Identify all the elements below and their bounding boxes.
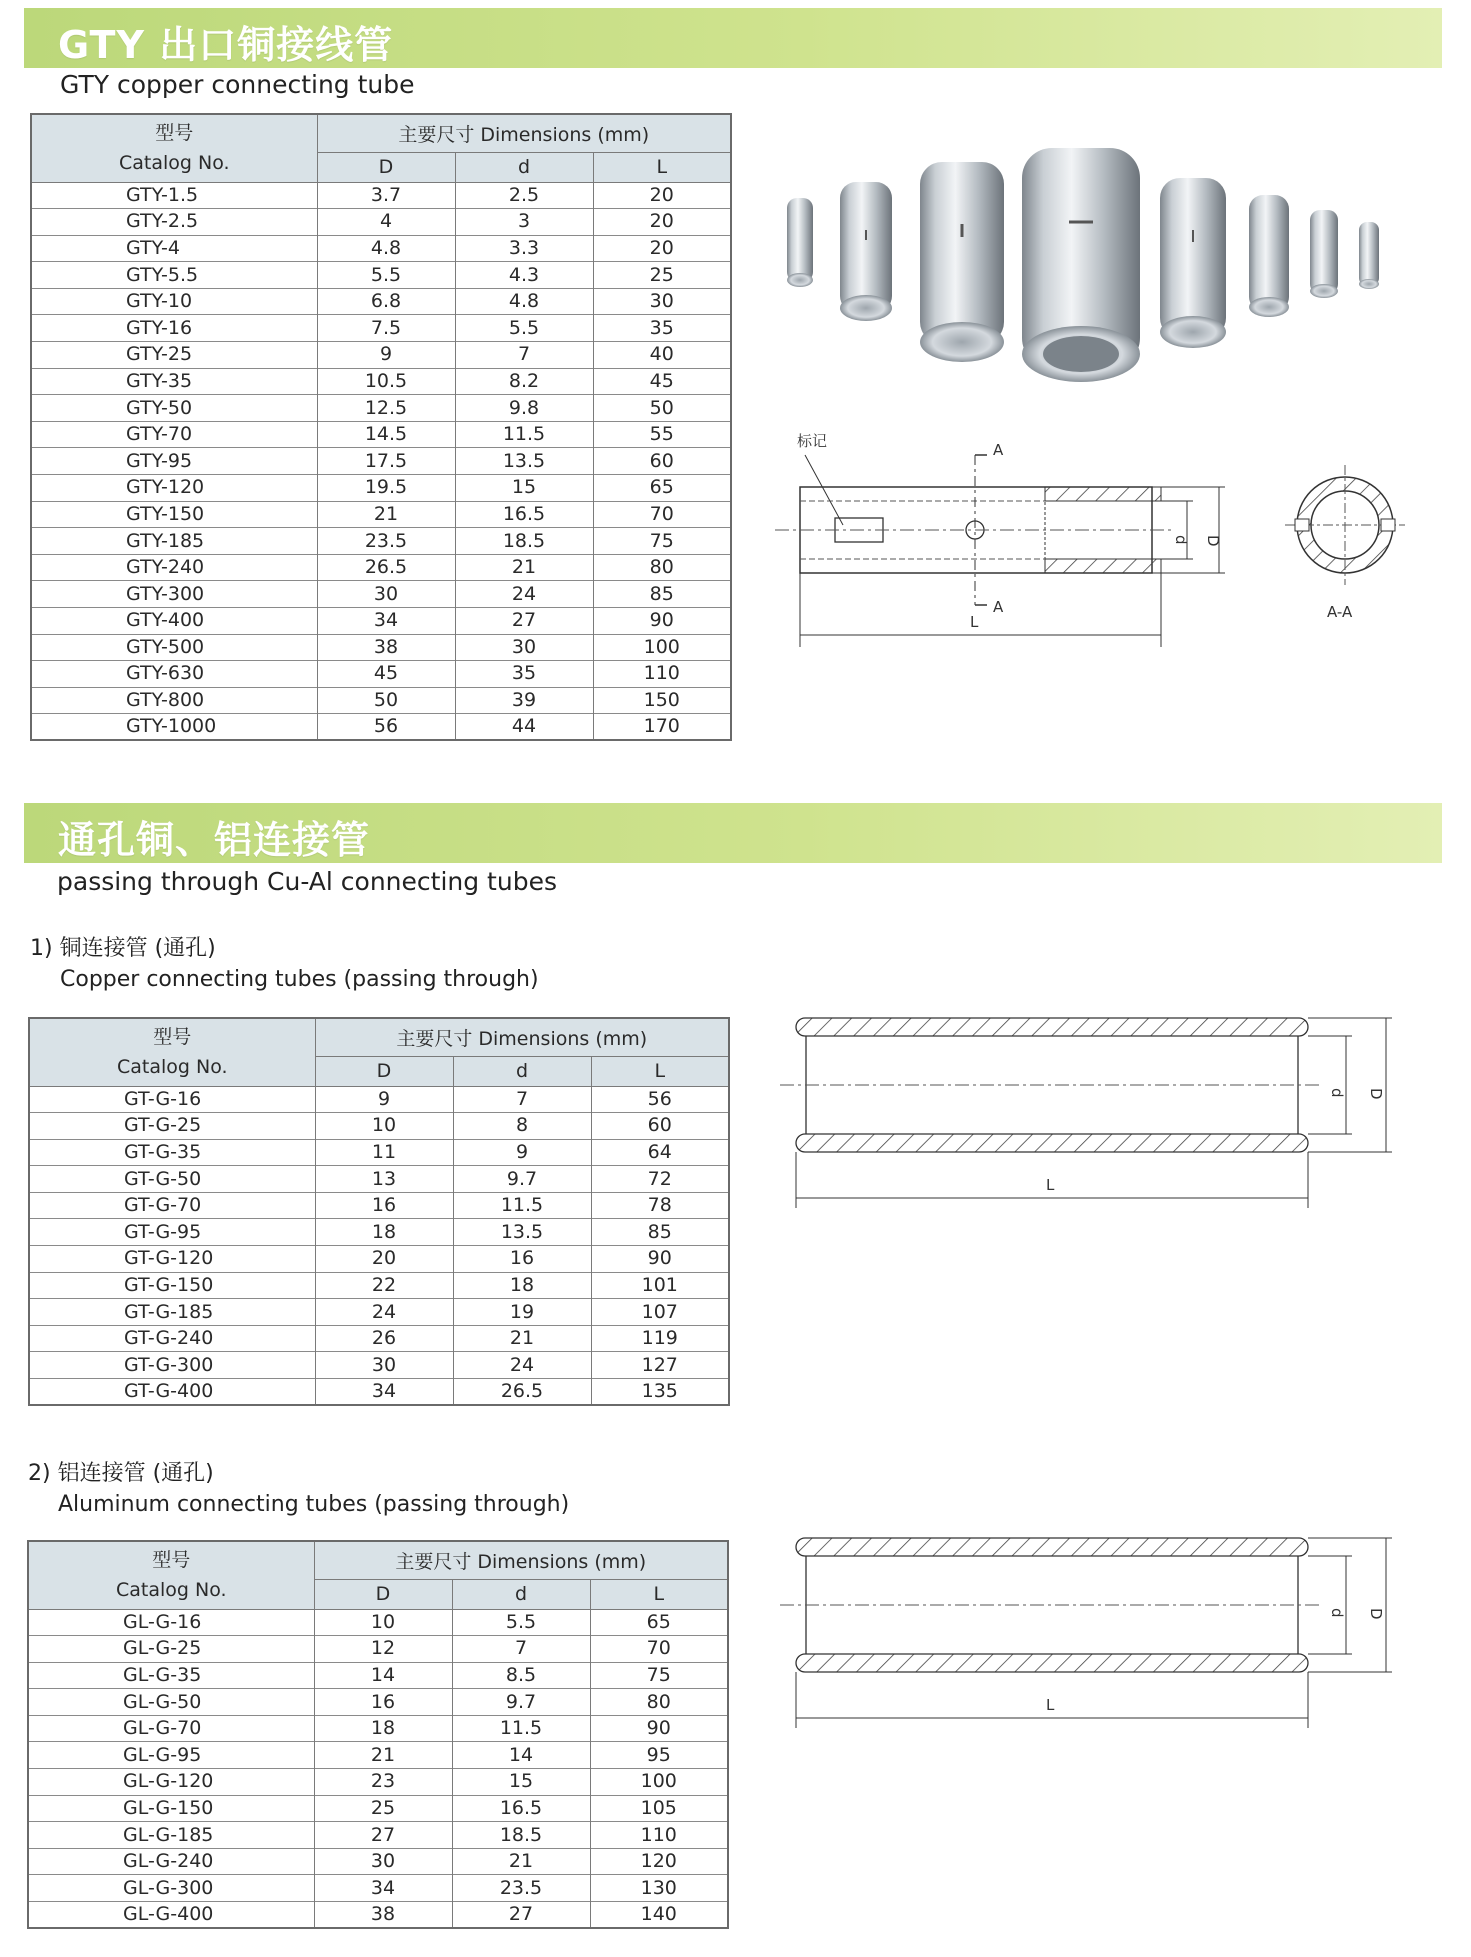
dimension-L-cell: 135 bbox=[591, 1379, 729, 1406]
dimension-L-cell: 90 bbox=[593, 608, 731, 635]
table-row bbox=[31, 209, 731, 236]
dimension-d-cell: 11.5 bbox=[455, 421, 593, 448]
dimension-D-cell: 38 bbox=[314, 1902, 452, 1929]
catalog-no-cell: GTY-5.5 bbox=[31, 262, 317, 289]
dim-D-label: D bbox=[1204, 535, 1222, 547]
dimension-D-cell: 13 bbox=[315, 1166, 453, 1193]
col-L-header: L bbox=[590, 1579, 728, 1609]
catalog-no-cell: GTY-240 bbox=[31, 554, 317, 581]
catalog-header bbox=[29, 1018, 315, 1086]
cross-section-view bbox=[1285, 465, 1405, 585]
catalog-no-cell: GT-G-185 bbox=[29, 1299, 315, 1326]
section1-subtitle: GTY copper connecting tube bbox=[60, 70, 415, 99]
dimension-d-cell: 15 bbox=[455, 475, 593, 502]
catalog-no-cell: GT-G-400 bbox=[29, 1379, 315, 1406]
table-row bbox=[29, 1352, 729, 1379]
dimension-d-cell: 27 bbox=[455, 608, 593, 635]
dimension-L-cell: 40 bbox=[593, 342, 731, 369]
dimension-d-cell: 23.5 bbox=[452, 1875, 590, 1902]
dim-L-label: L bbox=[1046, 1176, 1055, 1194]
dim-D-label: D bbox=[1367, 1088, 1385, 1100]
catalog-no-cell: GTY-50 bbox=[31, 395, 317, 422]
dimensions-header-cn: 主要尺寸 bbox=[398, 123, 475, 146]
dimension-D-cell: 4 bbox=[317, 209, 455, 236]
dimensions-header-en: Dimensions (mm) bbox=[477, 1550, 647, 1573]
table-row bbox=[28, 1769, 728, 1796]
catalog-header-cn: 型号 bbox=[155, 122, 194, 145]
dimension-L-cell: 170 bbox=[593, 714, 731, 741]
dimension-D-cell: 26 bbox=[315, 1325, 453, 1352]
table-row bbox=[31, 608, 731, 635]
dimension-L-cell: 90 bbox=[590, 1715, 728, 1742]
dimension-D-cell: 21 bbox=[314, 1742, 452, 1769]
table-row bbox=[28, 1875, 728, 1902]
section2-banner bbox=[24, 803, 1442, 863]
dimension-D-cell: 14 bbox=[314, 1662, 452, 1689]
dimension-L-cell: 105 bbox=[590, 1795, 728, 1822]
catalog-no-cell: GL-G-95 bbox=[28, 1742, 314, 1769]
dimension-D-cell: 10 bbox=[315, 1113, 453, 1140]
catalog-no-cell: GL-G-300 bbox=[28, 1875, 314, 1902]
copper-heading-cn: 1) 铜连接管 (通孔) bbox=[30, 936, 216, 961]
table-row bbox=[31, 661, 731, 688]
tube-6 bbox=[1249, 195, 1289, 317]
dim-L-label: L bbox=[1046, 1696, 1055, 1714]
dimension-d-cell: 24 bbox=[455, 581, 593, 608]
dimension-D-cell: 50 bbox=[317, 687, 455, 714]
catalog-header-cn: 型号 bbox=[152, 1549, 191, 1572]
gty-technical-drawing bbox=[775, 425, 1440, 650]
dim-d-label: d bbox=[1172, 535, 1190, 545]
dimension-d-cell: 4.3 bbox=[455, 262, 593, 289]
catalog-no-cell: GTY-1000 bbox=[31, 714, 317, 741]
catalog-no-cell: GTY-800 bbox=[31, 687, 317, 714]
dimension-L-cell: 100 bbox=[590, 1769, 728, 1796]
catalog-no-cell: GT-G-16 bbox=[29, 1086, 315, 1113]
section-a-top: A bbox=[993, 441, 1004, 459]
copper-heading bbox=[30, 933, 539, 995]
dimensions-header-en: Dimensions (mm) bbox=[480, 123, 650, 146]
table-row bbox=[28, 1742, 728, 1769]
dimension-D-cell: 16 bbox=[314, 1689, 452, 1716]
dimension-d-cell: 18 bbox=[453, 1272, 591, 1299]
dimension-d-cell: 16.5 bbox=[455, 501, 593, 528]
catalog-no-cell: GT-G-25 bbox=[29, 1113, 315, 1140]
dimension-d-cell: 21 bbox=[455, 554, 593, 581]
dimension-d-cell: 24 bbox=[453, 1352, 591, 1379]
dimension-d-cell: 8 bbox=[453, 1113, 591, 1140]
dimension-d-cell: 30 bbox=[455, 634, 593, 661]
catalog-no-cell: GTY-95 bbox=[31, 448, 317, 475]
dimension-D-cell: 5.5 bbox=[317, 262, 455, 289]
table-row bbox=[31, 235, 731, 262]
dimension-D-cell: 3.7 bbox=[317, 182, 455, 209]
table-row bbox=[29, 1299, 729, 1326]
dimension-D-cell: 34 bbox=[314, 1875, 452, 1902]
table-row bbox=[29, 1219, 729, 1246]
dimension-L-cell: 101 bbox=[591, 1272, 729, 1299]
table-row bbox=[31, 714, 731, 741]
section1-banner-title: GTY 出口铜接线管 bbox=[58, 23, 394, 67]
table-row bbox=[29, 1325, 729, 1352]
dimension-d-cell: 3.3 bbox=[455, 235, 593, 262]
aluminum-tube-drawing bbox=[780, 1530, 1420, 1730]
dimension-L-cell: 120 bbox=[590, 1848, 728, 1875]
table-row bbox=[31, 421, 731, 448]
catalog-no-cell: GTY-35 bbox=[31, 368, 317, 395]
dimension-L-cell: 140 bbox=[590, 1902, 728, 1929]
table-row bbox=[28, 1822, 728, 1849]
aluminum-spec-table bbox=[27, 1540, 729, 1929]
dimension-L-cell: 80 bbox=[593, 554, 731, 581]
dimension-d-cell: 9.8 bbox=[455, 395, 593, 422]
aluminum-heading bbox=[28, 1458, 569, 1520]
section2-subtitle: passing through Cu-Al connecting tubes bbox=[57, 867, 557, 896]
dimension-d-cell: 5.5 bbox=[455, 315, 593, 342]
dimension-d-cell: 7 bbox=[455, 342, 593, 369]
tube-3 bbox=[920, 162, 1004, 362]
dimension-D-cell: 9 bbox=[317, 342, 455, 369]
tube-5 bbox=[1160, 178, 1226, 348]
dimension-L-cell: 85 bbox=[593, 581, 731, 608]
catalog-no-cell: GTY-1.5 bbox=[31, 182, 317, 209]
dimension-L-cell: 50 bbox=[593, 395, 731, 422]
dimension-d-cell: 35 bbox=[455, 661, 593, 688]
dimension-L-cell: 35 bbox=[593, 315, 731, 342]
dimension-L-cell: 70 bbox=[590, 1636, 728, 1663]
dimension-D-cell: 18 bbox=[315, 1219, 453, 1246]
table-row bbox=[28, 1636, 728, 1663]
dimension-L-cell: 70 bbox=[593, 501, 731, 528]
table-row bbox=[28, 1848, 728, 1875]
dimension-d-cell: 18.5 bbox=[452, 1822, 590, 1849]
dimension-L-cell: 130 bbox=[590, 1875, 728, 1902]
catalog-header-en: Catalog No. bbox=[118, 152, 230, 175]
catalog-no-cell: GT-G-120 bbox=[29, 1246, 315, 1273]
dimension-D-cell: 10.5 bbox=[317, 368, 455, 395]
dimension-D-cell: 22 bbox=[315, 1272, 453, 1299]
table-row bbox=[29, 1246, 729, 1273]
catalog-no-cell: GT-G-150 bbox=[29, 1272, 315, 1299]
table-row bbox=[31, 475, 731, 502]
catalog-no-cell: GTY-300 bbox=[31, 581, 317, 608]
dimension-D-cell: 24 bbox=[315, 1299, 453, 1326]
dimension-L-cell: 119 bbox=[591, 1325, 729, 1352]
dimension-L-cell: 60 bbox=[593, 448, 731, 475]
dimension-d-cell: 14 bbox=[452, 1742, 590, 1769]
dimension-d-cell: 19 bbox=[453, 1299, 591, 1326]
col-D-header: D bbox=[315, 1056, 453, 1086]
dimension-d-cell: 8.2 bbox=[455, 368, 593, 395]
dimension-d-cell: 39 bbox=[455, 687, 593, 714]
dimension-L-cell: 107 bbox=[591, 1299, 729, 1326]
table-row bbox=[28, 1689, 728, 1716]
dimension-d-cell: 11.5 bbox=[453, 1192, 591, 1219]
catalog-no-cell: GT-G-240 bbox=[29, 1325, 315, 1352]
dimension-L-cell: 150 bbox=[593, 687, 731, 714]
catalog-header-cn: 型号 bbox=[153, 1026, 192, 1049]
catalog-header-en: Catalog No. bbox=[116, 1056, 228, 1079]
dimension-L-cell: 75 bbox=[590, 1662, 728, 1689]
table-row bbox=[31, 182, 731, 209]
table-row bbox=[31, 634, 731, 661]
table-row bbox=[31, 342, 731, 369]
dimension-D-cell: 25 bbox=[314, 1795, 452, 1822]
dimension-d-cell: 18.5 bbox=[455, 528, 593, 555]
catalog-no-cell: GTY-400 bbox=[31, 608, 317, 635]
tube-2 bbox=[840, 182, 892, 321]
table-row bbox=[31, 315, 731, 342]
catalog-no-cell: GL-G-50 bbox=[28, 1689, 314, 1716]
dimension-L-cell: 75 bbox=[593, 528, 731, 555]
dimension-D-cell: 23 bbox=[314, 1769, 452, 1796]
catalog-no-cell: GL-G-400 bbox=[28, 1902, 314, 1929]
section1-banner bbox=[24, 8, 1442, 68]
dimension-D-cell: 21 bbox=[317, 501, 455, 528]
catalog-no-cell: GL-G-70 bbox=[28, 1715, 314, 1742]
table-row bbox=[29, 1139, 729, 1166]
catalog-no-cell: GL-G-16 bbox=[28, 1609, 314, 1636]
col-D-header: D bbox=[317, 152, 455, 182]
dimension-L-cell: 127 bbox=[591, 1352, 729, 1379]
gty-spec-table bbox=[30, 113, 732, 741]
catalog-no-cell: GT-G-50 bbox=[29, 1166, 315, 1193]
catalog-header-en: Catalog No. bbox=[115, 1579, 227, 1602]
catalog-no-cell: GL-G-25 bbox=[28, 1636, 314, 1663]
dimension-L-cell: 85 bbox=[591, 1219, 729, 1246]
dimensions-header bbox=[315, 1018, 729, 1056]
dimension-L-cell: 110 bbox=[590, 1822, 728, 1849]
dimension-d-cell: 21 bbox=[452, 1848, 590, 1875]
dimension-d-cell: 7 bbox=[453, 1086, 591, 1113]
dimension-L-cell: 45 bbox=[593, 368, 731, 395]
dimension-d-cell: 2.5 bbox=[455, 182, 593, 209]
dimension-D-cell: 18 bbox=[314, 1715, 452, 1742]
catalog-no-cell: GTY-25 bbox=[31, 342, 317, 369]
catalog-no-cell: GTY-70 bbox=[31, 421, 317, 448]
dimension-L-cell: 20 bbox=[593, 182, 731, 209]
catalog-no-cell: GTY-16 bbox=[31, 315, 317, 342]
dimension-d-cell: 5.5 bbox=[452, 1609, 590, 1636]
table-row bbox=[29, 1113, 729, 1140]
dimension-L-cell: 25 bbox=[593, 262, 731, 289]
dimension-d-cell: 13.5 bbox=[453, 1219, 591, 1246]
dimension-d-cell: 8.5 bbox=[452, 1662, 590, 1689]
dimension-d-cell: 9.7 bbox=[453, 1166, 591, 1193]
dimension-D-cell: 20 bbox=[315, 1246, 453, 1273]
dimension-L-cell: 65 bbox=[590, 1609, 728, 1636]
dimension-d-cell: 44 bbox=[455, 714, 593, 741]
catalog-no-cell: GT-G-70 bbox=[29, 1192, 315, 1219]
copper-spec-table bbox=[28, 1017, 730, 1406]
dimension-L-cell: 110 bbox=[593, 661, 731, 688]
dimension-d-cell: 4.8 bbox=[455, 288, 593, 315]
catalog-no-cell: GTY-185 bbox=[31, 528, 317, 555]
dim-D-label: D bbox=[1367, 1608, 1385, 1620]
catalog-no-cell: GL-G-240 bbox=[28, 1848, 314, 1875]
dimension-L-cell: 56 bbox=[591, 1086, 729, 1113]
dimension-d-cell: 3 bbox=[455, 209, 593, 236]
dimension-D-cell: 30 bbox=[314, 1848, 452, 1875]
dimension-d-cell: 13.5 bbox=[455, 448, 593, 475]
table-row bbox=[31, 528, 731, 555]
dimension-D-cell: 45 bbox=[317, 661, 455, 688]
dimension-D-cell: 12.5 bbox=[317, 395, 455, 422]
aluminum-heading-cn: 2) 铝连接管 (通孔) bbox=[28, 1461, 214, 1486]
table-row bbox=[28, 1795, 728, 1822]
table-row bbox=[28, 1609, 728, 1636]
dimension-d-cell: 21 bbox=[453, 1325, 591, 1352]
dimensions-header-cn: 主要尺寸 bbox=[395, 1550, 472, 1573]
table-row bbox=[31, 262, 731, 289]
table-row bbox=[28, 1902, 728, 1929]
catalog-no-cell: GL-G-185 bbox=[28, 1822, 314, 1849]
dimension-d-cell: 16 bbox=[453, 1246, 591, 1273]
dimension-D-cell: 23.5 bbox=[317, 528, 455, 555]
dimensions-header bbox=[314, 1541, 728, 1579]
catalog-no-cell: GL-G-120 bbox=[28, 1769, 314, 1796]
dimension-L-cell: 65 bbox=[593, 475, 731, 502]
dimension-L-cell: 20 bbox=[593, 209, 731, 236]
dimension-d-cell: 27 bbox=[452, 1902, 590, 1929]
dimension-L-cell: 64 bbox=[591, 1139, 729, 1166]
dimension-D-cell: 14.5 bbox=[317, 421, 455, 448]
col-d-header: d bbox=[455, 152, 593, 182]
dimension-D-cell: 56 bbox=[317, 714, 455, 741]
dimension-d-cell: 7 bbox=[452, 1636, 590, 1663]
catalog-no-cell: GTY-120 bbox=[31, 475, 317, 502]
table-row bbox=[31, 448, 731, 475]
dimension-D-cell: 38 bbox=[317, 634, 455, 661]
dimension-d-cell: 26.5 bbox=[453, 1379, 591, 1406]
section2-banner-title: 通孔铜、铝连接管 bbox=[58, 818, 371, 862]
section-a-bottom: A bbox=[993, 598, 1004, 616]
dimension-D-cell: 16 bbox=[315, 1192, 453, 1219]
dimension-D-cell: 12 bbox=[314, 1636, 452, 1663]
tube-4 bbox=[1022, 148, 1140, 382]
tube-7 bbox=[1310, 210, 1338, 298]
dimension-D-cell: 4.8 bbox=[317, 235, 455, 262]
table-row bbox=[31, 395, 731, 422]
table-row bbox=[29, 1192, 729, 1219]
dimension-d-cell: 15 bbox=[452, 1769, 590, 1796]
dimension-D-cell: 6.8 bbox=[317, 288, 455, 315]
dimension-L-cell: 72 bbox=[591, 1166, 729, 1193]
catalog-header bbox=[28, 1541, 314, 1609]
dimension-D-cell: 30 bbox=[317, 581, 455, 608]
dim-d-label: d bbox=[1328, 1608, 1346, 1618]
dimension-D-cell: 34 bbox=[317, 608, 455, 635]
dimension-D-cell: 34 bbox=[315, 1379, 453, 1406]
tube-8 bbox=[1359, 222, 1379, 289]
dimension-L-cell: 95 bbox=[590, 1742, 728, 1769]
dimension-L-cell: 80 bbox=[590, 1689, 728, 1716]
catalog-no-cell: GL-G-150 bbox=[28, 1795, 314, 1822]
dim-d-label: d bbox=[1328, 1088, 1346, 1098]
dimension-d-cell: 11.5 bbox=[452, 1715, 590, 1742]
table-row bbox=[29, 1166, 729, 1193]
table-row bbox=[31, 501, 731, 528]
catalog-no-cell: GTY-150 bbox=[31, 501, 317, 528]
catalog-no-cell: GTY-630 bbox=[31, 661, 317, 688]
catalog-no-cell: GL-G-35 bbox=[28, 1662, 314, 1689]
dimension-L-cell: 20 bbox=[593, 235, 731, 262]
table-row bbox=[31, 288, 731, 315]
dimension-L-cell: 60 bbox=[591, 1113, 729, 1140]
dimension-D-cell: 26.5 bbox=[317, 554, 455, 581]
dimension-L-cell: 90 bbox=[591, 1246, 729, 1273]
table-row bbox=[31, 687, 731, 714]
catalog-no-cell: GTY-2.5 bbox=[31, 209, 317, 236]
table-row bbox=[31, 368, 731, 395]
dimensions-header-en: Dimensions (mm) bbox=[478, 1027, 648, 1050]
table-row bbox=[29, 1379, 729, 1406]
catalog-no-cell: GTY-4 bbox=[31, 235, 317, 262]
catalog-no-cell: GT-G-300 bbox=[29, 1352, 315, 1379]
copper-tube-drawing bbox=[780, 1010, 1420, 1210]
catalog-no-cell: GT-G-95 bbox=[29, 1219, 315, 1246]
copper-tubes-photo bbox=[775, 140, 1435, 385]
dimension-D-cell: 27 bbox=[314, 1822, 452, 1849]
dimension-D-cell: 7.5 bbox=[317, 315, 455, 342]
table-row bbox=[31, 554, 731, 581]
aluminum-heading-en: Aluminum connecting tubes (passing through) bbox=[58, 1492, 570, 1517]
col-L-header: L bbox=[591, 1056, 729, 1086]
dimension-D-cell: 9 bbox=[315, 1086, 453, 1113]
dimension-D-cell: 30 bbox=[315, 1352, 453, 1379]
dimension-D-cell: 17.5 bbox=[317, 448, 455, 475]
catalog-header bbox=[31, 114, 317, 182]
dimensions-header-cn: 主要尺寸 bbox=[396, 1027, 473, 1050]
dimension-D-cell: 10 bbox=[314, 1609, 452, 1636]
dimension-d-cell: 9 bbox=[453, 1139, 591, 1166]
catalog-no-cell: GTY-10 bbox=[31, 288, 317, 315]
table-row bbox=[28, 1662, 728, 1689]
table-row bbox=[29, 1086, 729, 1113]
table-row bbox=[31, 581, 731, 608]
section-aa-label: A-A bbox=[1327, 603, 1353, 621]
copper-heading-en: Copper connecting tubes (passing through) bbox=[60, 967, 539, 992]
col-d-header: d bbox=[452, 1579, 590, 1609]
dimension-d-cell: 9.7 bbox=[452, 1689, 590, 1716]
tube-1 bbox=[787, 198, 813, 287]
col-D-header: D bbox=[314, 1579, 452, 1609]
col-L-header: L bbox=[593, 152, 731, 182]
col-d-header: d bbox=[453, 1056, 591, 1086]
dimension-D-cell: 11 bbox=[315, 1139, 453, 1166]
table-row bbox=[28, 1715, 728, 1742]
dimension-D-cell: 19.5 bbox=[317, 475, 455, 502]
table-row bbox=[29, 1272, 729, 1299]
dimension-L-cell: 78 bbox=[591, 1192, 729, 1219]
dimension-L-cell: 100 bbox=[593, 634, 731, 661]
mark-label: 标记 bbox=[797, 432, 828, 450]
dimension-L-cell: 30 bbox=[593, 288, 731, 315]
dimension-d-cell: 16.5 bbox=[452, 1795, 590, 1822]
catalog-no-cell: GTY-500 bbox=[31, 634, 317, 661]
dimension-L-cell: 55 bbox=[593, 421, 731, 448]
dimensions-header bbox=[317, 114, 731, 152]
dim-L-label: L bbox=[970, 613, 979, 631]
catalog-no-cell: GT-G-35 bbox=[29, 1139, 315, 1166]
